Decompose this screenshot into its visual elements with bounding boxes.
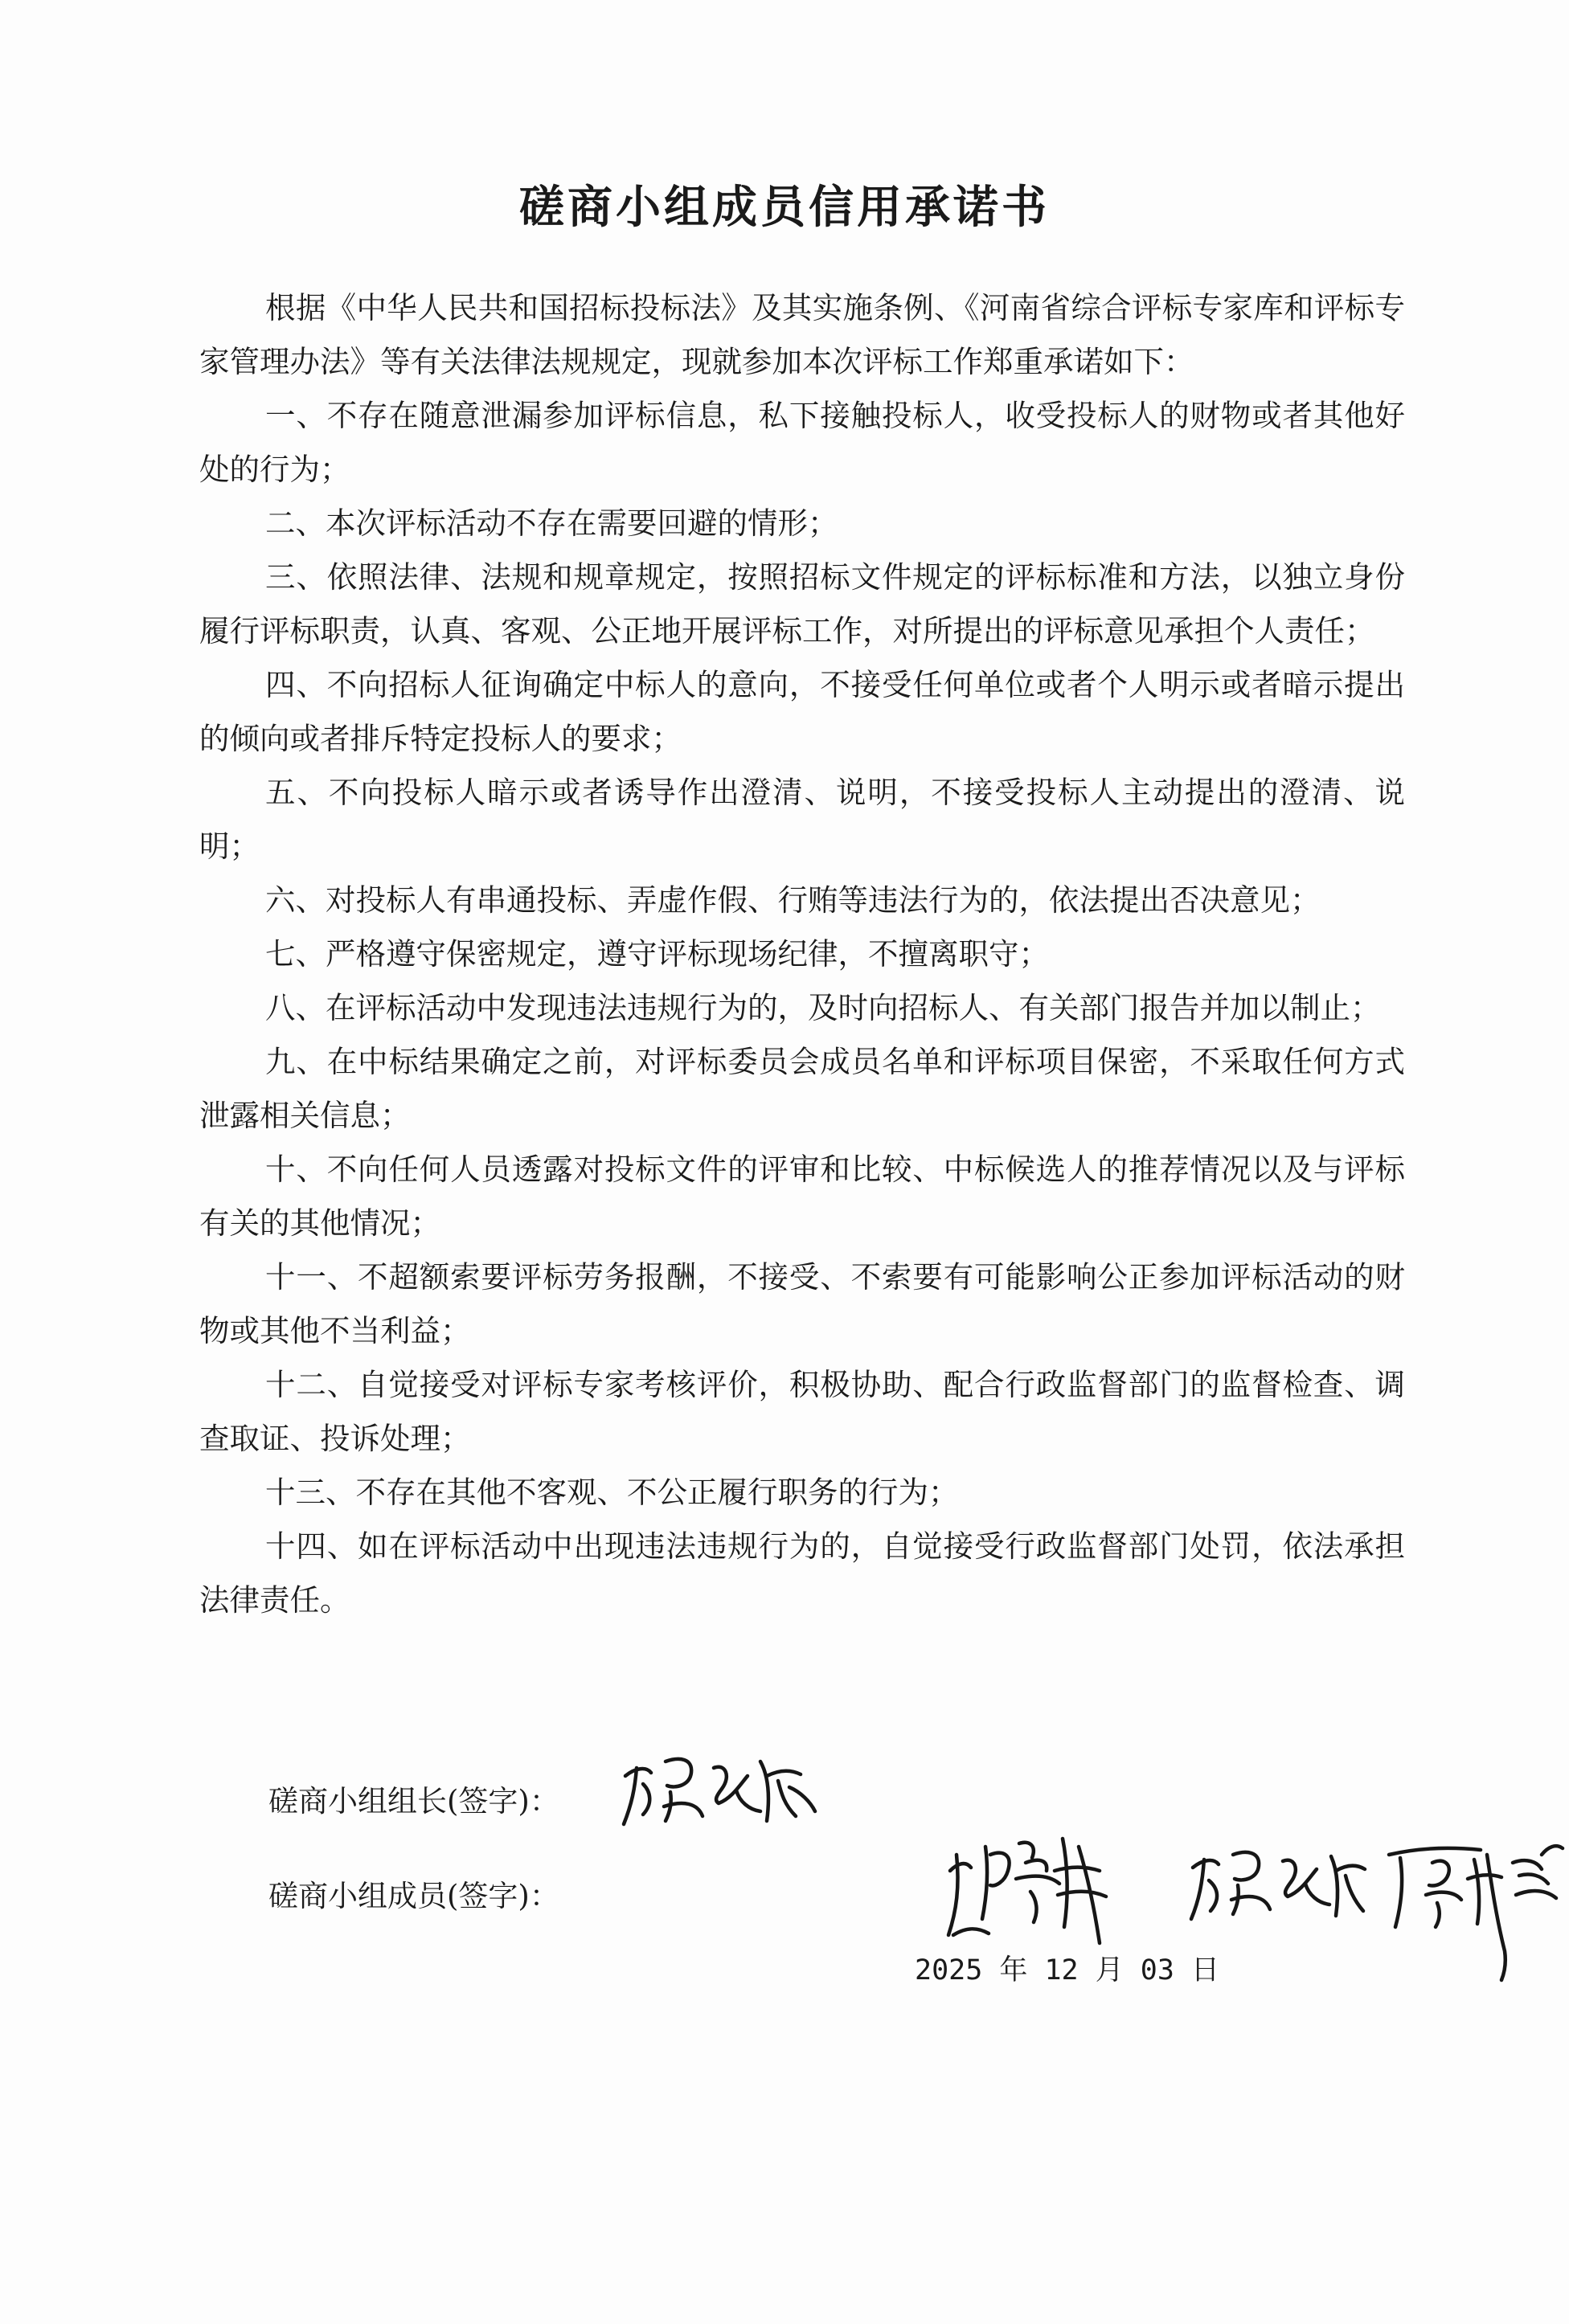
date-day: 03 [1140,1954,1174,1986]
leader-signature-image [619,1744,820,1832]
commitment-item-13: 十三、不存在其他不客观、不公正履行职务的行为； [265,1475,959,1510]
commitment-item-6: 六、对投标人有串通投标、弄虚作假、行贿等违法行为的，依法提出否决意见； [265,882,1321,918]
members-signature-label: 磋商小组成员(签字)： [268,1879,559,1913]
commitment-item-12: 十二、自觉接受对评标专家考核评价，积极协助、配合行政监督部门的监督检查、调查取证、投诉处理； [199,1367,1405,1456]
date-year: 2025 [915,1954,983,1986]
commitment-item-2: 二、本次评标活动不存在需要回避的情形； [265,505,838,541]
commitment-item-14: 十四、如在评标活动中出现违法违规行为的，自觉接受行政监督部门处罚，依法承担法律责任。 [199,1528,1405,1618]
commitment-item-8: 八、在评标活动中发现违法违规行为的，及时向招标人、有关部门报告并加以制止； [265,990,1381,1025]
commitment-item-5: 五、不向投标人暗示或者诱导作出澄清、说明，不接受投标人主动提出的澄清、说明； [199,775,1405,864]
commitment-item-10: 十、不向任何人员透露对投标文件的评审和比较、中标候选人的推荐情况以及与评标有关的其他情况； [199,1152,1405,1241]
document-title: 磋商小组成员信用承诺书 [519,181,1050,234]
date-month: 12 [1044,1954,1079,1986]
date-month-unit: 月 [1095,1954,1124,1986]
commitment-item-1: 一、不存在随意泄漏参加评标信息，私下接触投标人，收受投标人的财物或者其他好处的行为； [199,398,1405,487]
leader-signature-label: 磋商小组组长(签字)： [268,1784,559,1819]
commitment-item-7: 七、严格遵守保密规定，遵守评标现场纪律，不擅离职守； [265,936,1049,972]
member-signature-1-image [942,1823,1135,1951]
member-signature-2-image [1185,1835,1370,1940]
commitment-body [199,281,1405,1627]
member-signature-3-image [1384,1831,1569,1983]
commitment-item-3: 三、依照法律、法规和规章规定，按照招标文件规定的评标标准和方法，以独立身份履行评标职责，认真、客观、公正地开展评标工作，对所提出的评标意见承担个人责任； [199,559,1405,649]
commitment-item-4: 四、不向招标人征询确定中标人的意向，不接受任何单位或者个人明示或者暗示提出的倾向或者排斥特定投标人的要求； [199,667,1405,756]
signing-date [915,1948,1219,1993]
commitment-item-11: 十一、不超额索要评标劳务报酬，不接受、不索要有可能影响公正参加评标活动的财物或其他不当利益； [199,1259,1405,1348]
commitment-item-9: 九、在中标结果确定之前，对评标委员会成员名单和评标项目保密，不采取任何方式泄露相关信息； [199,1044,1405,1133]
date-year-unit: 年 [999,1954,1028,1986]
intro-paragraph: 根据《中华人民共和国招标投标法》及其实施条例、《河南省综合评标专家库和评标专家管理办法》等有关法律法规规定，现就参加本次评标工作郑重承诺如下： [199,290,1405,379]
date-day-unit: 日 [1191,1954,1220,1986]
